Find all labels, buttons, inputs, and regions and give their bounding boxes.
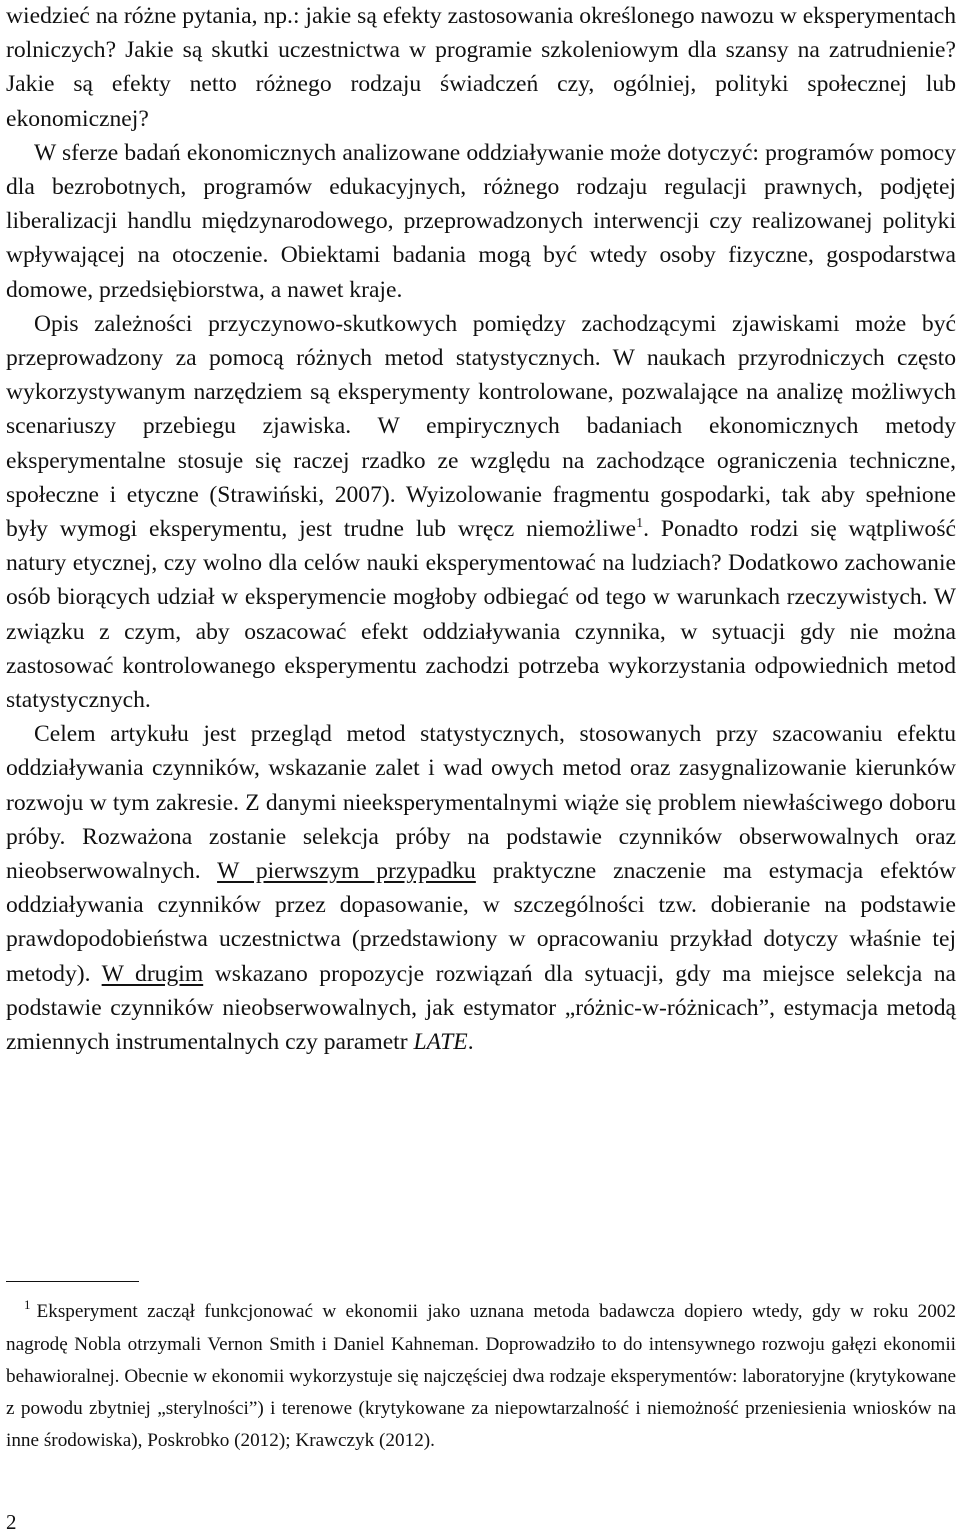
paragraph-2: W sferze badań ekonomicznych analizowane oddziaływanie może dotyczyć: programów pomocy dla bezrobotnych, programów edukacyjnych, różnego rodzaju regulacji prawnych, podjętej liberalizacji handlu międzynarodowego, przeprowadzonych interwencji czy realizowanej polityki wpływającej na otoczenie. Obiektami badania mogą być wtedy osoby fizyczne, gospodarstwa domowe, przedsiębiorstwa, a nawet kraje. [6,139,956,303]
page-number: 2 [6,1510,17,1534]
link-second-case[interactable]: W drugim [101,960,204,987]
paragraph-4-text-a: Celem artykułu jest przegląd metod statystycznych, stosowanych przy szacowaniu efektu oddziaływania czynników, wskazanie zalet i wad owych metod oraz zasygnalizowanie kierunków rozwoju w tym zakresie. Z danymi nieeksperymentalnymi wiąże się problem niewłaściwego doboru próby. Rozważona zostanie selekcja próby na podstawie czynników obserwowalnych oraz nieobserwowalnych. [6,721,956,885]
paragraph-4-text-b: praktyczne znaczenie ma estymacja efektów oddziaływania czynników przez dopasowanie, w szczególności tzw. dobieranie na podstawie prawdopodobieństwa uczestnictwa (przedstawiony w opracowaniu przykład dotyczy właśnie tej metody). [6,858,956,987]
paragraph-3 [6,307,956,717]
paragraph-4-text-d: . [467,1029,474,1056]
italic-term-late: LATE [413,1029,468,1056]
paragraph-4-text-c: wskazano propozycje rozwiązań dla sytuacji, gdy ma miejsce selekcja na podstawie czynników nieobserwowalnych, jak estymator „różnic-w-różnicach”, estymacja metodą zmiennych instrumentalnych czy parametr [6,960,956,1056]
link-first-case[interactable]: W pierwszym przypadku [217,858,476,885]
footnote-separator [6,1281,139,1282]
paragraph-4 [6,717,956,1059]
paragraph-1: wiedzieć na różne pytania, np.: jakie są efekty zastosowania określonego nawozu w eksperymentach rolniczych? Jakie są skutki uczestnictwa w programie szkoleniowym dla szansy na zatrudnienie? Jakie są efekty netto różnego rodzaju świadczeń czy, ogólniej, polityki społecznej lub ekonomicznej? [6,3,956,132]
paragraph-3-text-b: . Ponadto rodzi się wątpliwość natury etycznej, czy wolno dla celów nauki eksperymentować na ludziach? Dodatkowo zachowanie osób biorących udział w eksperymencie mogłoby odbiegać od tego w warunkach rzeczywistych. W związku z czym, aby oszacować efekt oddziaływania czynnika, w sytuacji gdy nie można zastosować kontrolowanego eksperymentu zachodzi potrzeba wykorzystania odpowiednich metod statystycznych. [6,516,956,714]
footnote-text: Eksperyment zaczął funkcjonować w ekonomii jako uznana metoda badawcza dopiero wtedy, gdy w roku 2002 nagrodę Nobla otrzymali Vernon Smith i Daniel Kahneman. Doprowadziło to do intensywnego rozwoju gałęzi ekonomii behawioralnej. Obecnie w ekonomii wykorzystuje się najczęściej dwa rodzaje eksperymentów: laboratoryjne (krytykowane z powodu zbytniej „sterylności”) i terenowe (krytykowane za niepowtarzalność i niemożność przeniesienia wniosków na inne środowiska), Poskrobko (2012); Krawczyk (2012). [6,1301,956,1451]
footnote-reference[interactable]: 1 [636,516,644,532]
page-body [6,0,956,1059]
paragraph-3-text-a: Opis zależności przyczynowo-skutkowych pomiędzy zachodzącymi zjawiskami może być przeprowadzony za pomocą różnych metod statystycznych. W naukach przyrodniczych często wykorzystywanym narzędziem są eksperymenty kontrolowane, pozwalające na analizę możliwych scenariuszy przebiegu zjawiska. W empirycznych badaniach ekonomicznych metody eksperymentalne stosuje się raczej rzadko ze względu na zachodzące ograniczenia techniczne, społeczne i etyczne (Strawiński, 2007). Wyizolowanie fragmentu gospodarki, tak aby spełnione były wymogi eksperymentu, jest trudne lub wręcz niemożliwe [6,310,956,543]
footnote [6,1296,956,1457]
footnote-number: 1 [24,1297,31,1312]
